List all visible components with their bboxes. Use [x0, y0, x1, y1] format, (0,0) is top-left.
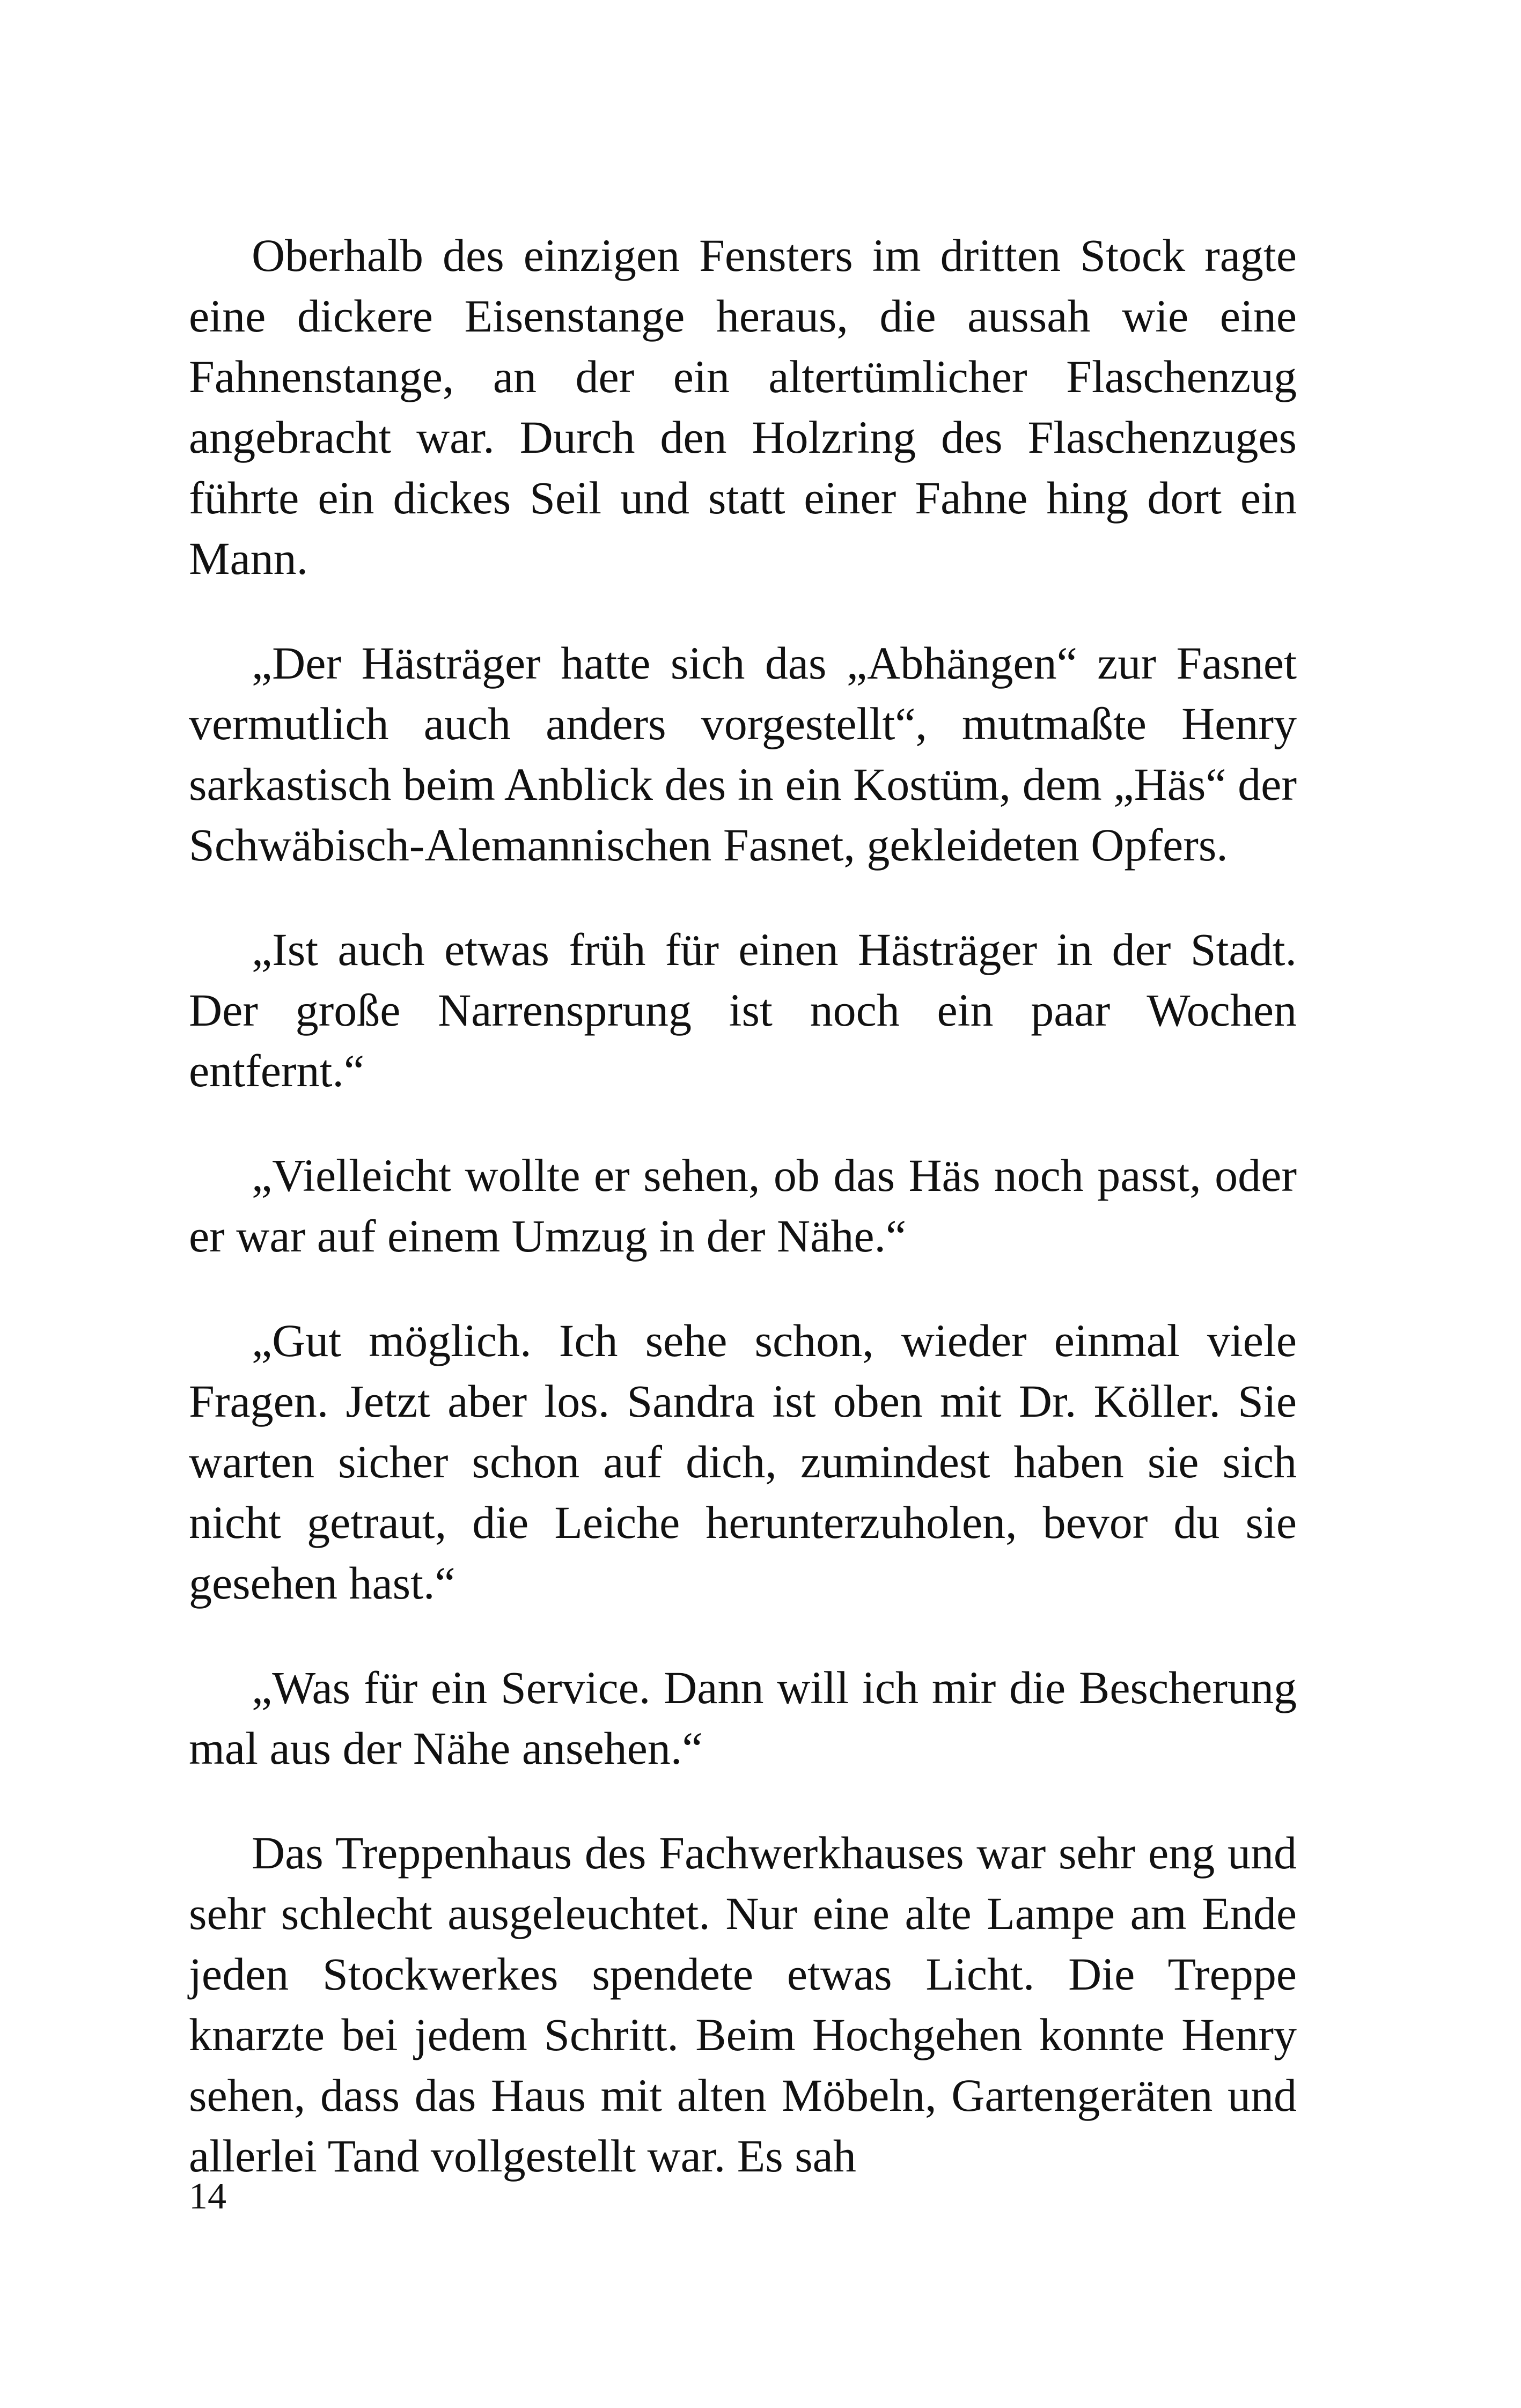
paragraph-1: Oberhalb des einzigen Fensters im dritten Stock ragte eine dickere Eisenstange heraus, die aussah wie eine Fahnenstange, an der ein altertümlicher Flaschenzug angebracht war. Durch den Holzring des Flaschenzuges führte ein dickes Seil und statt einer Fahne hing dort ein Mann. — [189, 230, 1297, 584]
paragraph-2: „Der Hästräger hatte sich das „Abhängen“ zur Fasnet vermutlich auch anders vorgestellt“, mutmaßte Henry sarkastisch beim Anblick des in ein Kostüm, dem „Häs“ der Schwäbisch-Alemannischen Fasnet, gekleideten Opfers. — [189, 637, 1297, 871]
paragraph-6: „Was für ein Service. Dann will ich mir die Bescherung mal aus der Nähe ansehen.“ — [189, 1662, 1297, 1774]
paragraph-7: Das Treppenhaus des Fachwerkhauses war sehr eng und sehr schlecht ausgeleuchtet. Nur eine alte Lampe am Ende jeden Stockwerkes spendete etwas Licht. Die Treppe knarzte bei jedem Schritt. Beim Hochgehen konnte Henry sehen, dass das Haus mit alten Möbeln, Gartengeräten und allerlei Tand vollgestellt war. Es sah — [189, 1827, 1297, 2182]
paragraph-4: „Vielleicht wollte er sehen, ob das Häs noch passt, oder er war auf einem Umzug in der Nähe.“ — [189, 1150, 1297, 1262]
paragraph-5: „Gut möglich. Ich sehe schon, wieder einmal viele Fragen. Jetzt aber los. Sandra ist oben mit Dr. Köller. Sie warten sicher schon auf dich, zumindest haben sie sich nicht getraut, die Leiche herunterzuholen, bevor du sie gesehen hast.“ — [189, 1315, 1297, 1609]
body-text — [189, 225, 1297, 2230]
paragraph-3: „Ist auch etwas früh für einen Hästräger in der Stadt. Der große Narrensprung ist noch ein paar Wochen entfernt.“ — [189, 924, 1297, 1096]
page-number: 14 — [189, 2176, 226, 2217]
